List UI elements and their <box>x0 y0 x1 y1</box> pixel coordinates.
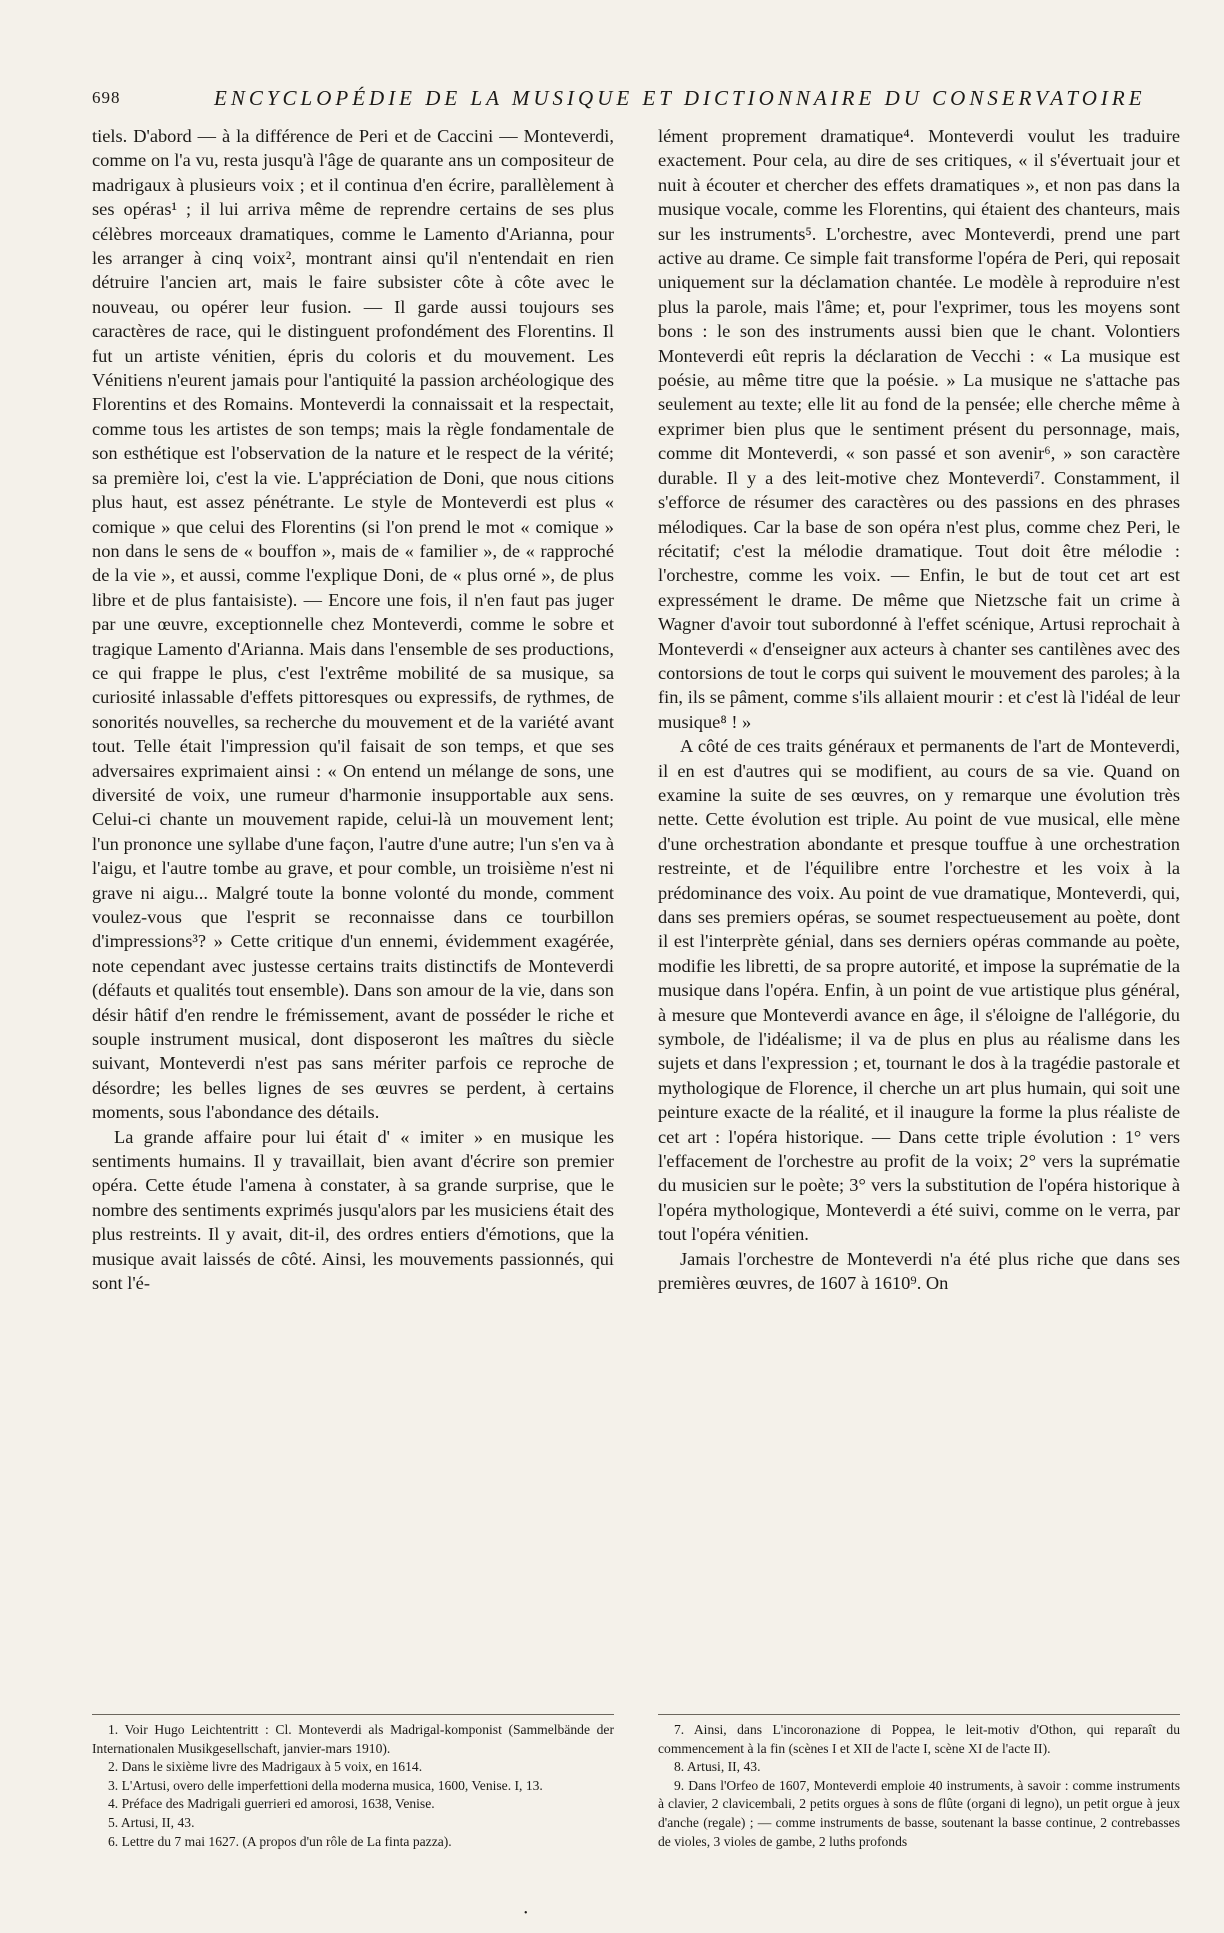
footnote: 6. Lettre du 7 mai 1627. (A propos d'un rôle de La finta pazza). <box>108 1833 452 1849</box>
footnote: 9. Dans l'Orfeo de 1607, Monteverdi emploie 40 instruments, à savoir : comme instruments à clavier, 2 clavicembali, 2 petits orgues à sons de flûte (organi di legno), un petit orgue à jeux d'anche (regale) ; — comme instruments de basse, soutenant la basse continue, 2 contrebasses de violes, 3 violes de gambe, 2 luths profonds <box>658 1777 1180 1849</box>
left-column <box>92 124 614 1296</box>
document-page <box>92 78 1182 1849</box>
paragraph: A côté de ces traits généraux et permanents de l'art de Monteverdi, il en est d'autres qui se modifient, au cours de sa vie. Quand on examine la suite de ses œuvres, on y remarque une évolution très nette. Cette évolution est triple. Au point de vue musical, elle mène d'une orchestration abondante et presque touffue à une orchestration restreinte, et de l'équilibre entre l'orchestre et les voix à la prédominance des voix. Au point de vue dramatique, Monteverdi, qui, dans ses premiers opéras, se soumet respectueusement au poète, dont il est l'interprète génial, dans ses derniers opéras commande au poète, modifie les libretti, de sa propre autorité, et impose la suprématie de la musique dans l'opéra. Enfin, à un point de vue artistique plus général, à mesure que Monteverdi avance en âge, il s'éloigne de l'allégorie, du symbole, de l'idéalisme; il va de plus en plus au réalisme dans les sujets et dans l'expression ; et, tournant le dos à la tragédie pastorale et mythologique de Florence, il cherche un art plus humain, qui soit une peinture exacte de la réalité, et il inaugure la forme la plus réaliste de cet art : l'opéra historique. — Dans cette triple évolution : 1° vers l'effacement de l'orchestre au profit de la voix; 2° vers la suprématie du musicien sur le poète; 3° vers la substitution de l'opéra historique à l'opéra mythologique, Monteverdi a été suivi, comme on le verra, par tout l'opéra vénitien. <box>658 736 1180 1245</box>
paragraph: La grande affaire pour lui était d' « imiter » en musique les sentiments humains. Il y travaillait, bien avant d'écrire son premier opéra. Cette étude l'amena à constater, à sa grande surprise, que le nombre des sentiments exprimés jusqu'alors par les musiciens était des plus restreints. Il y avait, dit-il, des ordres entiers d'émotions, que la musique avait laissés de côté. Ainsi, les mouvements passionnés, qui sont l'é- <box>92 1126 614 1294</box>
footer-mark: • <box>524 1908 528 1919</box>
paragraph: Jamais l'orchestre de Monteverdi n'a été plus riche que dans ses premières œuvres, de 1607 à 1610⁹. On <box>658 1248 1180 1294</box>
paragraph: tiels. D'abord — à la différence de Peri et de Caccini — Monteverdi, comme on l'a vu, resta jusqu'à l'âge de quarante ans un compositeur de madrigaux à plusieurs voix ; et il continua d'en écrire, parallèlement à ses opéras¹ ; il lui arriva même de reprendre certains de ses plus célèbres morceaux dramatiques, comme le Lamento d'Arianna, pour les arranger à cinq voix², montrant ainsi qu'il n'entendait en rien détruire l'ancien art, mais le faire subsister côte à côte avec le nouveau, ou opérer leur fusion. — Il garde aussi toujours ses caractères de race, qui le distinguent profondément des Florentins. Il fut un artiste vénitien, épris du coloris et du mouvement. Les Vénitiens n'eurent jamais pour l'antiquité la passion archéologique des Florentins et des Romains. Monteverdi la connaissait et la respectait, comme tous les artistes de son temps; mais la règle fondamentale de son esthétique est l'observation de la nature et le respect de la vérité; sa première loi, c'est la vie. L'appréciation de Doni, que nous citions plus haut, est assez pénétrante. Le style de Monteverdi est plus « comique » que celui des Florentins (si l'on prend le mot « comique » non dans le sens de « bouffon », mais de « familier », de « rapproché de la vie », et aussi, comme l'explique Doni, de « plus orné », de plus libre et de plus fantaisiste). — Encore une fois, il n'en faut pas juger par une œuvre, exceptionnelle chez Monteverdi, comme le sobre et tragique Lamento d'Arianna. Mais dans l'ensemble de ses productions, ce qui frappe le plus, c'est l'extrême mobilité de sa musique, sa curiosité inlassable d'effets pittoresques ou expressifs, de rythmes, de sonorités nouvelles, sa recherche du mouvement et de la variété avant tout. Telle était l'impression qu'il faisait de son temps, et que ses adversaires exprimaient ainsi : « On entend un mélange de sons, une diversité de voix, une rumeur d'harmonie insupportable aux sens. Celui-ci chante un mouvement rapide, celui-là un mouvement lent; l'un prononce une syllabe d'une façon, l'autre d'une autre; l'un s'en va à l'aigu, et l'autre tombe au grave, et pour comble, un troisième n'est ni grave ni aigu... Malgré toute la bonne volonté du monde, comment voulez-vous que l'esprit se reconnaisse dans ce tourbillon d'impressions³? » Cette critique d'un ennemi, évidemment exagérée, note cependant avec justesse certains traits distinctifs de Monteverdi (défauts et qualités tout ensemble). Dans son amour de la vie, dans son désir hâtif d'en rendre le frémissement, avant de posséder le riche et souple instrument musical, dont disposeront les maîtres du siècle suivant, Monteverdi n'est pas sans mériter parfois ce reproche de désordre; les belles lignes de ses œuvres se perdent, à certains moments, sous l'abondance des détails. <box>92 126 614 1123</box>
footnote: 5. Artusi, II, 43. <box>108 1814 195 1830</box>
paragraph: lément proprement dramatique⁴. Monteverdi voulut les traduire exactement. Pour cela, au dire de ses critiques, « il s'évertuait jour et nuit à écouter et chercher des effets dramatiques », et non pas dans la musique vocale, comme les Florentins, qui étaient des chanteurs, mais sur les instruments⁵. L'orchestre, avec Monteverdi, prend une part active au drame. Ce simple fait transforme l'opéra de Peri, qui reposait uniquement sur la déclamation chantée. Le modèle à reproduire n'est plus la parole, mais l'âme; et, pour l'exprimer, tous les moyens sont bons : le son des instruments aussi bien que le chant. Volontiers Monteverdi eût repris la déclaration de Vecchi : « La musique est poésie, au même titre que la poésie. » La musique ne s'attache pas seulement au texte; elle lit au fond de la pensée; elle cherche même à exprimer bien plus que le sentiment présent du personnage, mais, comme dit Monteverdi, « son passé et son avenir⁶, » son caractère durable. Il y a des leit-motive chez Monteverdi⁷. Constamment, il s'efforce de résumer des caractères ou des passions en des phrases mélodiques. Car la base de son opéra n'est plus, comme chez Peri, le récitatif; c'est la mélodie dramatique. Tout doit être mélodie : l'orchestre, comme les voix. — Enfin, le but de tout cet art est expressément le drame. De même que Nietzsche fait un crime à Wagner d'avoir tout subordonné à l'effet scénique, Artusi reprochait à Monteverdi « d'enseigner aux acteurs à chanter ses cantilènes avec des contorsions de tout le corps qui suivent le mouvement des paroles; à la fin, ils se pâment, comme s'ils allaient mourir : et c'est là l'idéal de leur musique⁸ ! » <box>658 126 1180 732</box>
footnote: 2. Dans le sixième livre des Madrigaux à 5 voix, en 1614. <box>108 1759 423 1775</box>
footnote: 7. Ainsi, dans L'incoronazione di Poppea, le leit-motiv d'Othon, qui reparaît du commencement à la fin (scènes I et XII de l'acte I, scène XI de l'acte II). <box>658 1722 1180 1756</box>
footnote: 1. Voir Hugo Leichtentritt : Cl. Monteverdi als Madrigal-komponist (Sammelbände der Internationalen Musikgesellschaft, janvier-mars 1910). <box>92 1722 614 1756</box>
footnote: 3. L'Artusi, overo delle imperfettioni della moderna musica, 1600, Venise. I, 13. <box>108 1777 543 1793</box>
page-number: 698 <box>92 88 121 107</box>
right-column <box>658 124 1180 1296</box>
footnotes-left <box>92 1714 614 1851</box>
footnotes-right <box>658 1714 1180 1851</box>
footnote: 4. Préface des Madrigali guerrieri ed amorosi, 1638, Venise. <box>108 1796 435 1812</box>
text-columns <box>92 124 1182 1849</box>
running-title: ENCYCLOPÉDIE DE LA MUSIQUE ET DICTIONNAIRE DU CONSERVATOIRE <box>214 86 1146 110</box>
footnote: 8. Artusi, II, 43. <box>674 1759 761 1775</box>
page-header <box>92 78 1182 118</box>
